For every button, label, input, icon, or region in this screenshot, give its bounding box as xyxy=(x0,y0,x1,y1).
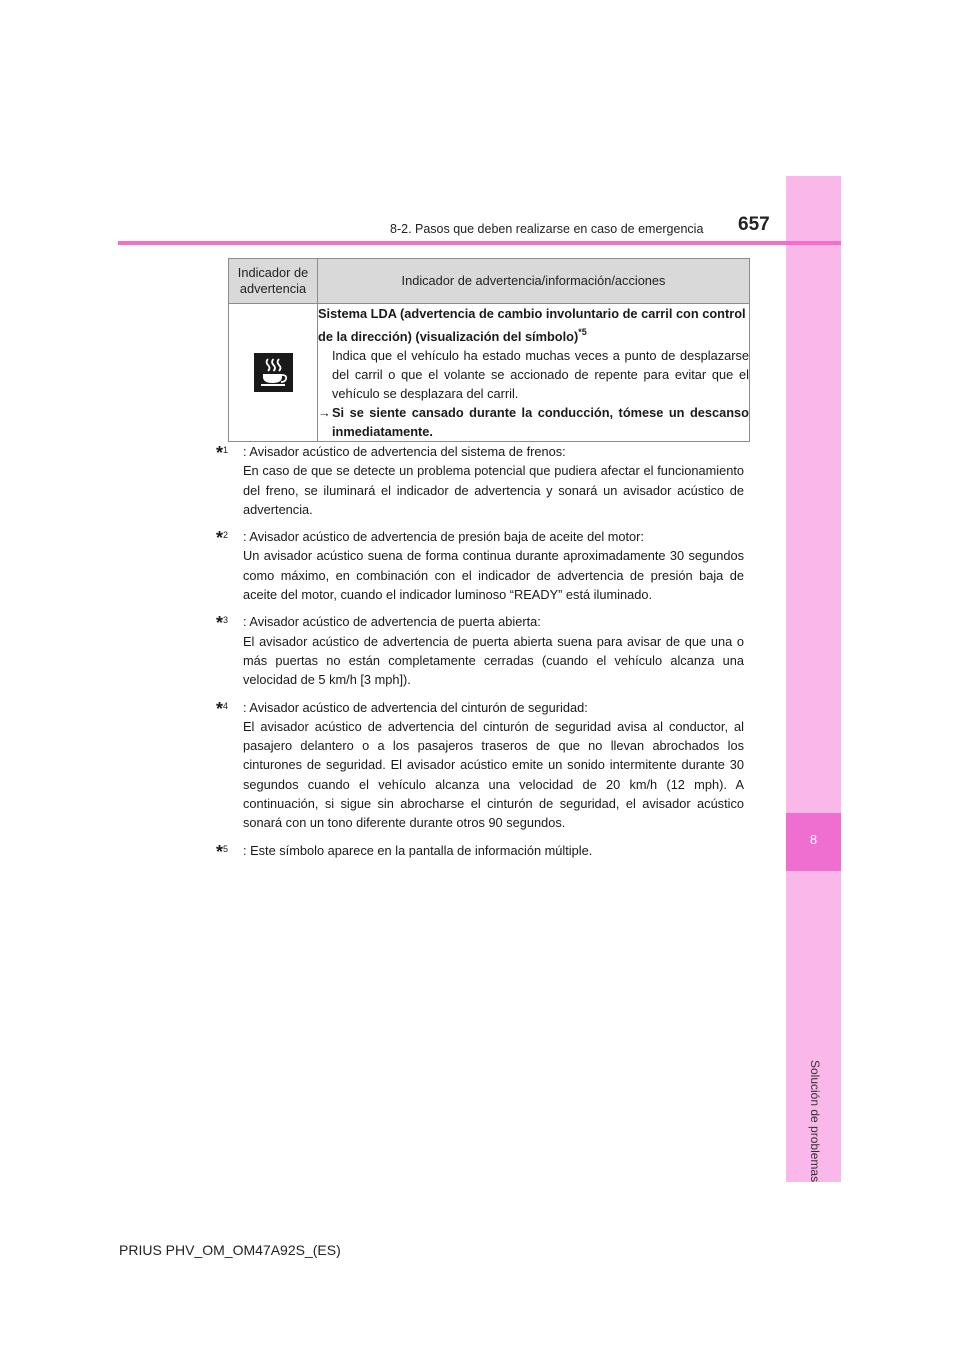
section-title: 8-2. Pasos que deben realizarse en caso de emergencia xyxy=(390,222,704,236)
warning-table xyxy=(228,258,750,442)
footnote-number: 1 xyxy=(223,445,229,455)
footnote-number: 4 xyxy=(223,700,229,711)
document-id: PRIUS PHV_OM_OM47A92S_(ES) xyxy=(119,1242,341,1258)
footnote-number: 3 xyxy=(223,615,229,626)
footnote xyxy=(216,698,744,833)
footnote-heading: : Este símbolo aparece en la pantalla de información múltiple. xyxy=(243,842,593,858)
footnotes xyxy=(216,442,744,870)
info-cell xyxy=(318,304,750,442)
footnote-heading: : Avisador acústico de advertencia del cinturón de seguridad: xyxy=(243,699,588,715)
indicator-cell xyxy=(229,304,318,442)
chapter-side-tab xyxy=(786,176,841,1182)
footnote-detail: El avisador acústico de advertencia del cinturón de seguridad avisa al conductor, al pasajero delantero o a los pasajeros traseros de que no llevan abrochados los cinturones de seguridad. El avisador acústico emite un sonido intermitente durante 30 segundos cuando el vehículo alcanza una velocidad de 20 km/h (12 mph). A continuación, si sigue sin abrocharse el cinturón de seguridad, el avisador acústico sonará con un tono diferente durante otros 90 segundos. xyxy=(243,718,744,831)
chapter-title: Solución de problemas xyxy=(808,1060,822,1183)
asterisk: * xyxy=(216,528,224,549)
footnote-heading: : Avisador acústico de advertencia de puerta abierta: xyxy=(243,614,541,630)
footnote-marker xyxy=(216,841,243,862)
table-row xyxy=(229,304,750,442)
footnote-marker xyxy=(216,698,243,833)
footnote-detail: Un avisador acústico suena de forma continua durante aproximadamente 30 segundos como máximo, en combinación con el indicador de advertencia de presión baja de aceite del motor, cuando el indicador luminoso “READY” está iluminado. xyxy=(243,548,744,603)
footnote-number: 5 xyxy=(223,843,229,854)
warning-title-text: Sistema LDA (advertencia de cambio involuntario de carril con control de la dirección) (visualización del símbolo) xyxy=(318,306,746,344)
asterisk: * xyxy=(216,698,224,719)
warning-footnote-ref: *5 xyxy=(578,327,587,337)
footnote-number: 2 xyxy=(223,530,229,541)
footnote xyxy=(216,612,744,689)
column-header-indicator: Indicador de advertencia xyxy=(229,259,318,304)
warning-title xyxy=(318,304,749,346)
asterisk: * xyxy=(216,841,224,862)
footnote-detail: En caso de que se detecte un problema potencial que pudiera afectar el funcionamiento del freno, se iluminará el indicador de advertencia y sonará un avisador acústico de advertencia. xyxy=(243,463,744,517)
chapter-number: 8 xyxy=(809,832,818,847)
arrow-icon: → xyxy=(318,405,331,420)
footnote-marker xyxy=(216,612,243,689)
warning-description: Indica que el vehículo ha estado muchas veces a punto de desplazarse del carril o que el volante se accionado de repente para evitar que el vehículo se desplazara del carril. xyxy=(332,348,749,401)
table-header-row xyxy=(229,259,750,304)
warning-action-text: Si se siente cansado durante la conducción, tómese un descanso inmediatamente. xyxy=(332,405,749,439)
page-number: 657 xyxy=(738,214,770,235)
warning-action xyxy=(318,403,749,441)
footnote xyxy=(216,527,744,604)
footnote xyxy=(216,442,744,519)
footnote-marker xyxy=(216,527,243,604)
footnote-heading: : Avisador acústico de advertencia de presión baja de aceite del motor: xyxy=(243,529,644,545)
asterisk: * xyxy=(216,443,224,463)
coffee-cup-icon xyxy=(254,353,293,392)
footnote-detail: El avisador acústico de advertencia de puerta abierta suena para avisar de que una o más puertas no están completamente cerradas (cuando el vehículo alcanza una velocidad de 5 km/h [3 mph]). xyxy=(243,633,744,688)
header-rule xyxy=(118,241,841,245)
footnote xyxy=(216,841,744,862)
footnote-marker xyxy=(216,442,243,519)
asterisk: * xyxy=(216,613,224,634)
column-header-info: Indicador de advertencia/información/acciones xyxy=(318,259,750,304)
footnote-heading: : Avisador acústico de advertencia del sistema de frenos: xyxy=(243,444,566,459)
